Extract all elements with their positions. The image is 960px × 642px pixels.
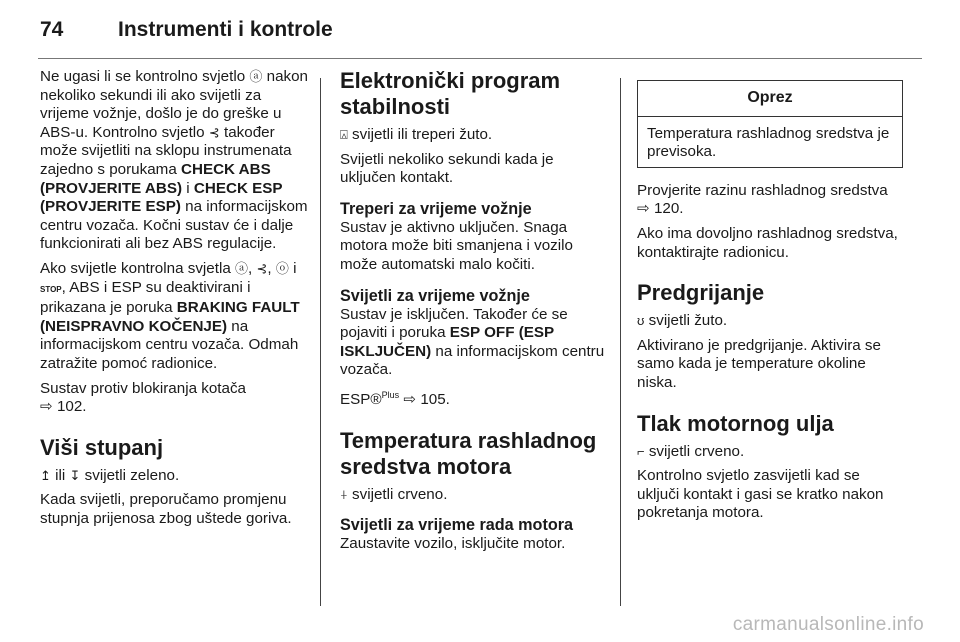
column-divider-1 <box>320 78 321 606</box>
column-3 <box>637 68 903 529</box>
brake-icon: ⓞ <box>275 260 289 276</box>
text: svijetli crveno. <box>352 485 448 503</box>
column-1 <box>40 68 312 534</box>
page-ref[interactable]: 120. <box>653 200 684 218</box>
heading-preheating: Predgrijanje <box>637 280 765 306</box>
abs-icon: ⓐ <box>235 260 249 276</box>
oil-description: Kontrolno svjetlo zasvijetli kad se uključi kontakt i gasi se kratko nakon pokretanja motora. <box>637 467 884 522</box>
esp-ignition-paragraph: Svijetli nekoliko sekundi kada je uključen kontakt. <box>340 150 554 187</box>
text: , ABS i ESP su deaktivirani i prikazana je poruka <box>40 278 251 317</box>
text: ESP® <box>340 391 382 408</box>
text: Sustav je isključen. Također će se pojaviti i poruka <box>340 305 568 342</box>
heading-flashing: Treperi za vrijeme vožnje <box>340 199 532 218</box>
text: također može svijetliti na sklopu instrumenata zajedno s porukama <box>40 123 292 178</box>
heading-lit-while-driving: Svijetli za vrijeme vožnje <box>340 286 530 305</box>
preheat-icon: ʊ <box>637 313 645 329</box>
text: na informacijskom centru vozača. Odmah zatražite pomoć radionice. <box>40 317 299 372</box>
esp-warning-icon: ⍓ <box>340 127 348 142</box>
caution-title: Oprez <box>638 81 902 117</box>
coolant-icon: ⍭ <box>340 486 348 502</box>
text: svijetli crveno. <box>648 442 745 460</box>
ref-arrow-icon: ⇨ <box>40 398 53 416</box>
oil-pressure-icon: ⌐ <box>637 443 645 459</box>
flashing-paragraph: Sustav je aktivno uključen. Snaga motora može biti smanjena i vozilo može automatski malo kočiti. <box>340 218 573 273</box>
text: svijetli ili treperi žuto. <box>352 126 493 143</box>
stop-icon: STOP <box>40 284 62 294</box>
text: na informacijskom centru vozača. Kočni sustav će i dalje funkcionirati ali bez ABS regulacije. <box>40 198 308 253</box>
heading-oil-pressure: Tlak motornog ulja <box>637 410 834 436</box>
engine-running-paragraph: Zaustavite vozilo, isključite motor. <box>340 535 566 553</box>
text: ili <box>55 466 66 484</box>
text: svijetli zeleno. <box>84 466 180 484</box>
upshift-icon: ↥ <box>40 467 51 483</box>
message-braking-fault: BRAKING FAULT (NEISPRAVNO KOČENJE) <box>40 299 300 335</box>
preheat-description: Aktivirano je predgrijanje. Aktivira se samo kada je temperature okoline niska. <box>637 336 881 391</box>
esp-paragraph <box>340 126 612 145</box>
coolant-paragraph <box>340 486 612 505</box>
column-divider-2 <box>620 78 621 606</box>
page-header <box>40 18 333 42</box>
abs-paragraph <box>40 68 312 254</box>
upshift-description: Kada svijetli, preporučamo promjenu stupnja prijenosa zbog uštede goriva. <box>40 491 292 527</box>
preheat-paragraph <box>637 312 903 331</box>
text: Sustav protiv blokiranja kotača <box>40 379 246 397</box>
oil-paragraph <box>637 443 903 462</box>
text: nakon nekoliko sekundi ili ako svijetli za vrijeme vožnje, došlo je do greške u ABS-u. Kontrolno svjetlo <box>40 68 309 141</box>
text: Ne ugasi li se kontrolno svjetlo <box>40 68 246 85</box>
heading-upshift: Viši stupanj <box>40 434 164 460</box>
caution-body: Temperatura rashladnog sredstva je previsoka. <box>647 124 890 161</box>
watermark: carmanualsonline.info <box>732 614 924 635</box>
ref-arrow-icon: ⇨ <box>403 391 417 408</box>
message-esp-off: ESP OFF (ESP ISKLJUČEN) <box>340 324 554 360</box>
caution-box <box>637 80 903 168</box>
message-check-esp: CHECK ESP (PROVJERITE ESP) <box>40 179 283 216</box>
text: i <box>293 259 297 277</box>
message-check-abs: CHECK ABS (PROVJERITE ABS) <box>40 160 271 197</box>
deactivated-paragraph: Ako svijetle kontrolna svjetla ⓐ, ⊰, ⓞ i STOP, ABS i ESP su deaktivirani i prikazana je poruka BRAKING FAULT (NEISPRAVNO KOČENJE) na informacijskom centru vozača. Odmah zatražite pomoć radionice. <box>40 259 300 372</box>
column-2 <box>340 68 612 560</box>
abs-reference <box>40 380 312 417</box>
esp-plus-reference <box>340 386 612 410</box>
heading-engine-running: Svijetli za vrijeme rada motora <box>340 516 574 535</box>
heading-coolant-temp: Temperatura rashladnog sredstva motora <box>340 427 597 479</box>
heading-esp: Elektronički program stabilnosti <box>340 68 561 119</box>
header-rule <box>38 58 922 59</box>
coolant-workshop-paragraph: Ako ima dovoljno rashladnog sredstva, kontaktirajte radionicu. <box>637 224 898 261</box>
coolant-level-paragraph <box>637 182 903 219</box>
esp-off-paragraph <box>340 306 612 380</box>
page-title: Instrumenti i kontrole <box>118 18 333 41</box>
upshift-alt-icon: ↧ <box>69 467 81 483</box>
text: na informacijskom centru vozača. <box>340 342 605 379</box>
text: Provjerite razinu rashladnog sredstva <box>637 181 888 199</box>
text: Ako svijetle kontrolna svjetla <box>40 259 231 277</box>
text: i <box>186 179 190 197</box>
upshift-paragraph <box>40 467 312 486</box>
page-number: 74 <box>40 18 64 41</box>
abs-icon: ⓐ <box>249 69 263 84</box>
esp-icon: ⊰ <box>208 124 220 140</box>
page-ref[interactable]: 105. <box>420 391 450 408</box>
text: svijetli žuto. <box>648 312 728 330</box>
ref-arrow-icon: ⇨ <box>637 200 650 218</box>
superscript: Plus <box>381 389 400 400</box>
page-ref[interactable]: 102. <box>56 398 87 416</box>
esp-icon: ⊰ <box>256 260 268 276</box>
